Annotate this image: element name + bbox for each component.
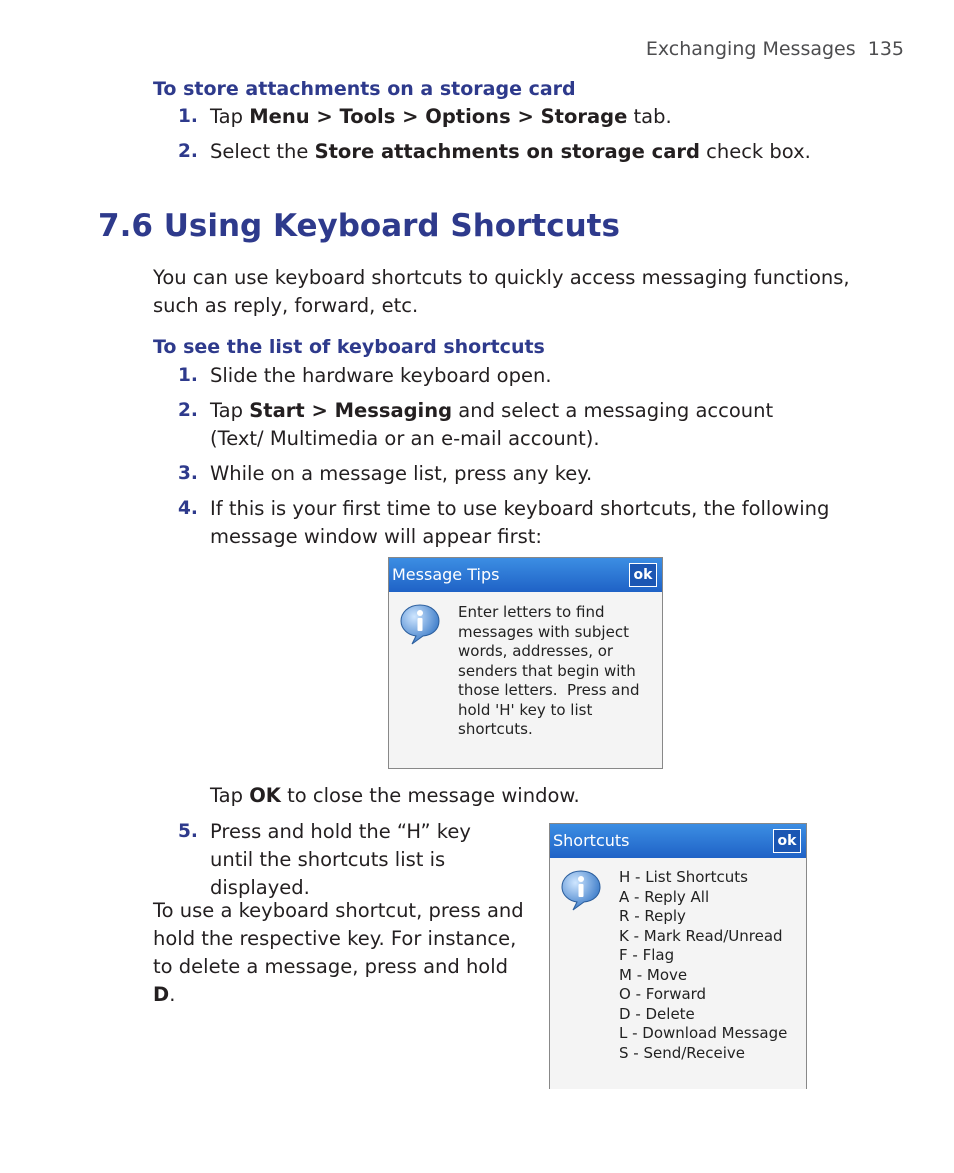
dialog-tips-text xyxy=(458,603,640,740)
dialog-line: Enter letters to find xyxy=(458,603,605,621)
step-bold-path: Start > Messaging xyxy=(249,399,453,422)
step-text: Tap xyxy=(210,784,250,807)
dialog-title-bar xyxy=(389,558,662,592)
dialog-title-bar xyxy=(550,824,806,858)
tap-ok-instruction xyxy=(210,782,890,810)
dialog-line: words, addresses, or xyxy=(458,642,614,660)
step-number: 2. xyxy=(178,141,198,162)
shortcut-item: M - Move xyxy=(619,965,688,984)
step-storage-1 xyxy=(210,103,910,131)
shortcut-item: L - Download Message xyxy=(619,1024,788,1042)
dialog-title: Shortcuts xyxy=(553,831,630,850)
dialog-line: those letters. Press and xyxy=(458,681,640,699)
subheading-storage-card: To store attachments on a storage card xyxy=(153,78,576,100)
step-text: check box. xyxy=(699,140,811,163)
step-number: 4. xyxy=(178,498,198,519)
intro-paragraph: You can use keyboard shortcuts to quickly access messaging functions, such as reply, forward, etc. xyxy=(153,266,850,317)
section-title: 7.6 Using Keyboard Shortcuts xyxy=(98,208,620,244)
step-bold-ok: OK xyxy=(249,784,281,807)
dialog-title: Message Tips xyxy=(392,565,500,584)
usage-bold-key: D xyxy=(153,983,170,1006)
message-tips-dialog xyxy=(388,557,663,769)
step-text: Tap xyxy=(210,105,250,128)
shortcuts-dialog xyxy=(549,823,807,1089)
usage-paragraph xyxy=(153,897,528,1009)
dialog-line: senders that begin with xyxy=(458,661,636,680)
usage-text: . xyxy=(169,983,176,1006)
dialog-line: messages with subject xyxy=(458,622,629,641)
step-shortcuts-1: Slide the hardware keyboard open. xyxy=(210,364,552,387)
step-number: 3. xyxy=(178,463,198,484)
shortcut-item: R - Reply xyxy=(619,907,686,925)
step-number: 1. xyxy=(178,365,198,386)
step-shortcuts-3: While on a message list, press any key. xyxy=(210,462,593,485)
subheading-keyboard-shortcuts: To see the list of keyboard shortcuts xyxy=(153,336,545,358)
step-bold-checkbox: Store attachments on storage card xyxy=(314,140,700,163)
shortcut-item: H - List Shortcuts xyxy=(619,868,748,886)
step-number: 2. xyxy=(178,400,198,421)
shortcut-item: D - Delete xyxy=(619,1004,695,1023)
info-icon xyxy=(559,868,603,912)
dialog-line: hold 'H' key to list xyxy=(458,700,593,719)
shortcut-item: A - Reply All xyxy=(619,887,710,906)
step-number: 5. xyxy=(178,821,198,842)
shortcuts-list xyxy=(619,868,787,1063)
page-number: 135 xyxy=(867,38,904,60)
shortcut-item: O - Forward xyxy=(619,985,707,1003)
dialog-line: shortcuts. xyxy=(458,720,533,738)
step-text: and select a messaging account (Text/ Multimedia or an e-mail account). xyxy=(210,399,774,450)
usage-text: To use a keyboard shortcut, press and hold the respective key. For instance, to delete a message, press and hold xyxy=(153,899,524,978)
running-header xyxy=(646,38,904,60)
step-shortcuts-5: Press and hold the “H” key until the shortcuts list is displayed. xyxy=(210,820,471,899)
ok-button[interactable]: ok xyxy=(773,829,801,853)
step-shortcuts-4: If this is your first time to use keyboard shortcuts, the following message window will appear first: xyxy=(210,497,830,548)
ok-button[interactable]: ok xyxy=(629,563,657,587)
step-text: tab. xyxy=(627,105,672,128)
shortcut-item: F - Flag xyxy=(619,946,675,964)
step-text: to close the message window. xyxy=(280,784,580,807)
shortcut-item: S - Send/Receive xyxy=(619,1043,746,1062)
step-text: Tap xyxy=(210,399,250,422)
step-storage-2 xyxy=(210,138,910,166)
step-text: Select the xyxy=(210,140,315,163)
step-bold-path: Menu > Tools > Options > Storage xyxy=(249,105,628,128)
info-icon xyxy=(398,602,442,646)
step-shortcuts-2 xyxy=(210,397,810,453)
running-title: Exchanging Messages xyxy=(645,38,856,60)
step-number: 1. xyxy=(178,106,198,127)
shortcut-item: K - Mark Read/Unread xyxy=(619,926,783,945)
